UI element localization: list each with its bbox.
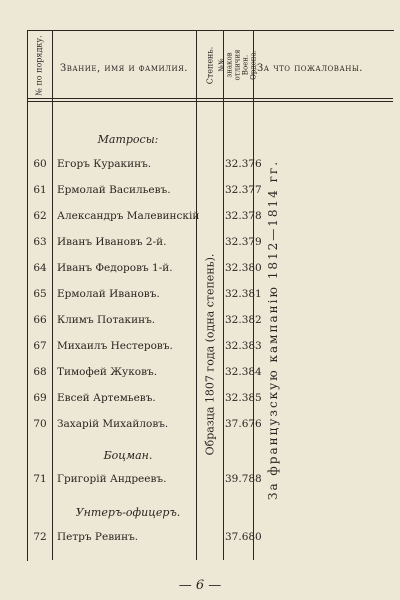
row-number: 71 xyxy=(33,473,47,485)
header-rule xyxy=(27,98,393,99)
row-number: 62 xyxy=(33,210,47,222)
row-name: Захарій Михайловъ. xyxy=(57,418,169,430)
row-badge: 32.377 xyxy=(225,184,262,196)
row-number: 69 xyxy=(33,392,47,404)
page-number: — 6 — xyxy=(178,578,222,593)
header-badge-number: №№ знаков отличия Воен. Ордена. xyxy=(217,49,258,81)
row-name: Евсей Артемьевъ. xyxy=(57,392,156,404)
header-number: № по порядку. xyxy=(34,34,44,96)
row-name: Ермолай Ивановъ. xyxy=(57,288,160,300)
row-name: Петръ Ревинъ. xyxy=(57,531,139,543)
header-reason: За что пожалованы. xyxy=(257,63,363,74)
row-name: Григорій Андреевъ. xyxy=(57,473,167,485)
row-badge: 32.384 xyxy=(225,366,262,378)
row-badge: 39.788 xyxy=(225,473,262,485)
row-name: Тимофей Жуковъ. xyxy=(57,366,158,378)
row-number: 65 xyxy=(33,288,47,300)
row-number: 63 xyxy=(33,236,47,248)
row-badge: 32.385 xyxy=(225,392,262,404)
section-title: Унтеръ-офицеръ. xyxy=(75,506,181,519)
row-name: Александръ Малевинскій xyxy=(57,210,200,222)
row-number: 72 xyxy=(33,531,47,543)
row-name: Михаилъ Нестеровъ. xyxy=(57,340,173,352)
row-name: Климъ Потакинъ. xyxy=(57,314,156,326)
row-name: Егоръ Куракинъ. xyxy=(57,158,152,170)
row-name: Ермолай Васильевъ. xyxy=(57,184,171,196)
row-badge: 32.381 xyxy=(225,288,262,300)
row-badge: 32.383 xyxy=(225,340,262,352)
row-number: 67 xyxy=(33,340,47,352)
section-title: Боцман. xyxy=(103,449,153,462)
row-name: Иванъ Ивановъ 2-й. xyxy=(57,236,167,248)
row-number: 61 xyxy=(33,184,47,196)
header-degree: Степень. xyxy=(205,46,215,84)
reason-merged-cell: За французскую кампанію 1812—1814 гг. xyxy=(266,159,280,501)
header-rule xyxy=(27,101,393,102)
row-badge: 37.680 xyxy=(225,531,262,543)
row-badge: 32.378 xyxy=(225,210,262,222)
row-number: 70 xyxy=(33,418,47,430)
row-badge: 32.376 xyxy=(225,158,262,170)
row-number: 66 xyxy=(33,314,47,326)
row-number: 64 xyxy=(33,262,47,274)
section-title: Матросы: xyxy=(97,133,159,146)
row-badge: 32.380 xyxy=(225,262,262,274)
row-name: Иванъ Федоровъ 1-й. xyxy=(57,262,173,274)
row-number: 68 xyxy=(33,366,47,378)
header-name: Звание, имя и фамилия. xyxy=(60,63,188,74)
row-number: 60 xyxy=(33,158,47,170)
row-badge: 32.379 xyxy=(225,236,262,248)
degree-merged-cell: Образца 1807 года (одна степень). xyxy=(203,253,217,455)
row-badge: 37.676 xyxy=(225,418,262,430)
row-badge: 32.382 xyxy=(225,314,262,326)
